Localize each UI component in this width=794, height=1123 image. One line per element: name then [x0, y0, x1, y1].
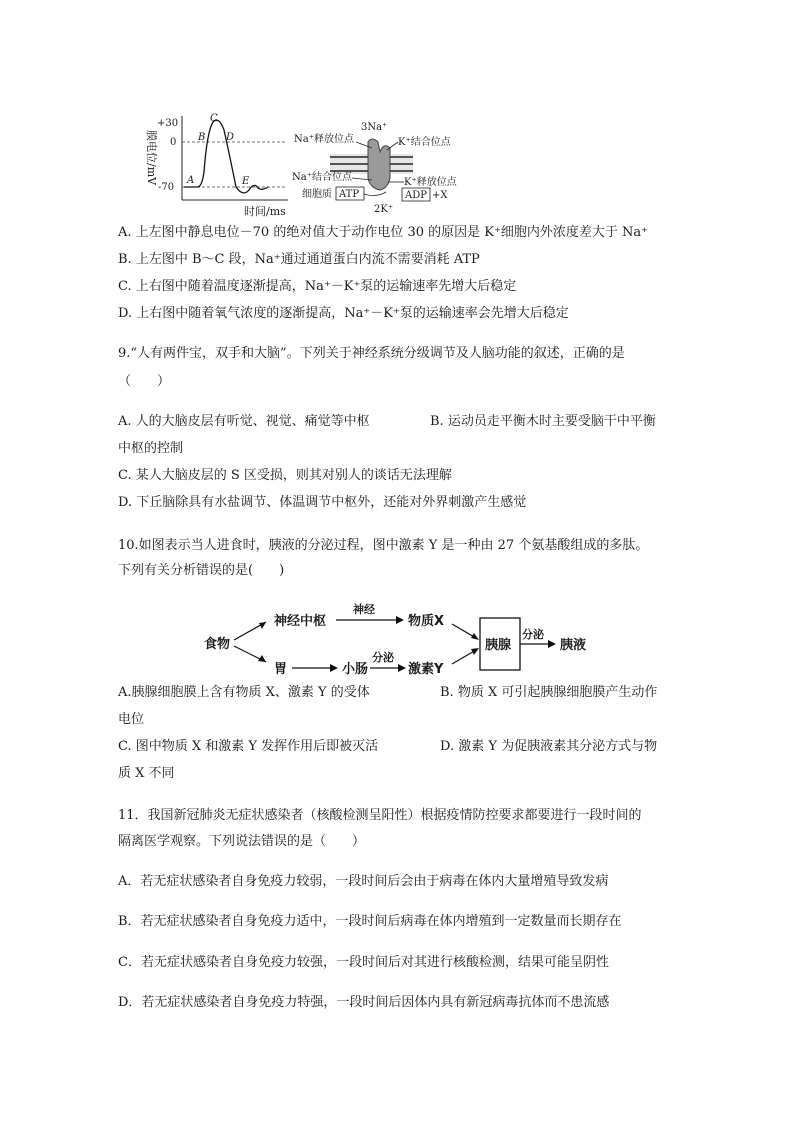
pump-na-bind: Na⁺结合位点: [292, 172, 352, 183]
na-k-pump-diagram: [292, 122, 458, 215]
arrowhead: [471, 633, 479, 640]
q11-stem-line1: 11．我国新冠肺炎无症状感染者（核酸检测呈阳性）根据疫情防控要求都要进行一段时间的: [118, 808, 642, 823]
arrowhead: [471, 648, 479, 655]
potential-graph: [145, 113, 288, 218]
flow-secrete-2: 分泌: [522, 628, 544, 641]
flow-substance-x: 物质X: [408, 614, 445, 629]
tick-minus70: -70: [158, 182, 175, 193]
pump-protein: [368, 139, 390, 190]
q11-stem-line2: 隔离医学观察。下列说法错误的是（ ）: [118, 834, 366, 849]
pump-cytoplasm: 细胞质: [302, 189, 332, 200]
point-e: E: [242, 176, 250, 187]
flow-hormone-y: 激素Y: [408, 662, 444, 677]
point-d: D: [226, 132, 235, 143]
top-figure: [140, 112, 480, 222]
point-c: C: [210, 113, 218, 124]
q11-option-d: D．若无症状感染者自身免疫力特强，一段时间后因体内具有新冠病毒抗体而不患流感: [118, 995, 610, 1010]
q10-option-a: A.胰腺细胞膜上含有物质 X、激素 Y 的受体: [118, 685, 370, 700]
q11-option-c: C．若无症状感染者自身免疫力较强，一段时间后对其进行核酸检测，结果可能呈阴性: [118, 955, 609, 970]
q9-option-b-part2: 中枢的控制: [118, 441, 184, 456]
flow-secrete-1: 分泌: [372, 651, 394, 664]
q10-option-b-part2: 电位: [118, 712, 145, 727]
arrowhead: [398, 664, 406, 672]
pump-k-bind: K⁺结合位点: [398, 137, 451, 148]
pump-2k: 2K⁺: [374, 204, 394, 215]
q8-option-c: C. 上右图中随着温度逐渐提高，Na⁺－K⁺泵的运输速率先增大后稳定: [118, 279, 517, 294]
arrowhead: [396, 616, 404, 624]
q8-option-d: D. 上右图中随着氧气浓度的逐渐提高，Na⁺－K⁺泵的运输速率会先增大后稳定: [118, 306, 569, 321]
pump-adp: ADP: [405, 190, 427, 201]
pump-3na: 3Na⁺: [361, 122, 388, 133]
pump-plus-x: +X: [432, 190, 448, 201]
q10-stem-line2: 下列有关分析错误的是( ): [118, 563, 285, 578]
graph-ylabel: 膜电位/mV: [145, 130, 158, 186]
q9-stem: 9.“人有两件宝，双手和大脑”。下列关于神经系统分级调节及人脑功能的叙述，正确的是: [118, 346, 625, 361]
flow-nerve: 神经: [353, 603, 375, 616]
q9-option-d: D. 下丘脑除具有水盐调节、体温调节中枢外，还能对外界刺激产生感觉: [118, 495, 527, 510]
flow-arrow-y-pancreas: [452, 650, 476, 664]
flow-pancreatic-juice: 胰液: [560, 638, 587, 653]
q10-stem-line1: 10.如图表示当人进食时，胰液的分泌过程，图中激素 Y 是一种由 27 个氨基酸组成的多肽。: [118, 538, 649, 553]
flow-stomach: 胃: [274, 662, 288, 677]
flow-center: 神经中枢: [274, 614, 327, 629]
q10-option-b-part1: B. 物质 X 可引起胰腺细胞膜产生动作: [440, 685, 658, 700]
point-a: A: [187, 175, 195, 186]
q9-option-a: A. 人的大脑皮层有听觉、视觉、痛觉等中枢: [118, 414, 370, 429]
graph-xlabel: 时间/ms: [244, 205, 286, 218]
q9-option-c: C. 某人大脑皮层的 S 区受损，则其对别人的谈话无法理解: [118, 468, 452, 483]
q9-option-b-part1: B. 运动员走平衡木时主要受脑干中平衡: [430, 414, 656, 429]
tick-plus30: +30: [157, 118, 179, 129]
q10-option-d-part2: 质 X 不同: [118, 766, 175, 781]
arrowhead: [548, 640, 556, 648]
q10-option-d-part1: D. 激素 Y 为促胰液素其分泌方式与物: [440, 739, 658, 754]
pump-na-release: Na⁺释放位点: [294, 134, 354, 145]
arrowhead: [330, 664, 338, 672]
pump-atp: ATP: [339, 189, 360, 200]
q11-option-b: B．若无症状感染者自身免疫力适中，一段时间后病毒在体内增殖到一定数量而长期存在: [118, 914, 622, 929]
q10-option-c: C. 图中物质 X 和激素 Y 发挥作用后即被灭活: [118, 739, 379, 754]
point-b: B: [198, 132, 206, 143]
q8-option-b: B. 上左图中 B～C 段，Na⁺通过通道蛋白内流不需要消耗 ATP: [118, 252, 480, 267]
flow-food: 食物: [204, 637, 231, 652]
q11-option-a: A．若无症状感染者自身免疫力较弱，一段时间后会由于病毒在体内大量增殖导致发病: [118, 874, 609, 889]
q8-option-a: A. 上左图中静息电位－70 的绝对值大于动作电位 30 的原因是 K⁺细胞内外浓度差大于 Na⁺: [118, 225, 648, 240]
pump-k-release: K⁺释放位点: [404, 177, 457, 188]
atp-arrow: [364, 192, 386, 196]
flow-pancreas: 胰腺: [485, 638, 512, 653]
tick-zero: 0: [170, 137, 177, 148]
q9-blank: （ ）: [118, 374, 171, 389]
pancreas-flow-diagram: [196, 598, 616, 683]
pointer-line: [387, 142, 398, 150]
flow-intestine: 小肠: [342, 662, 369, 677]
